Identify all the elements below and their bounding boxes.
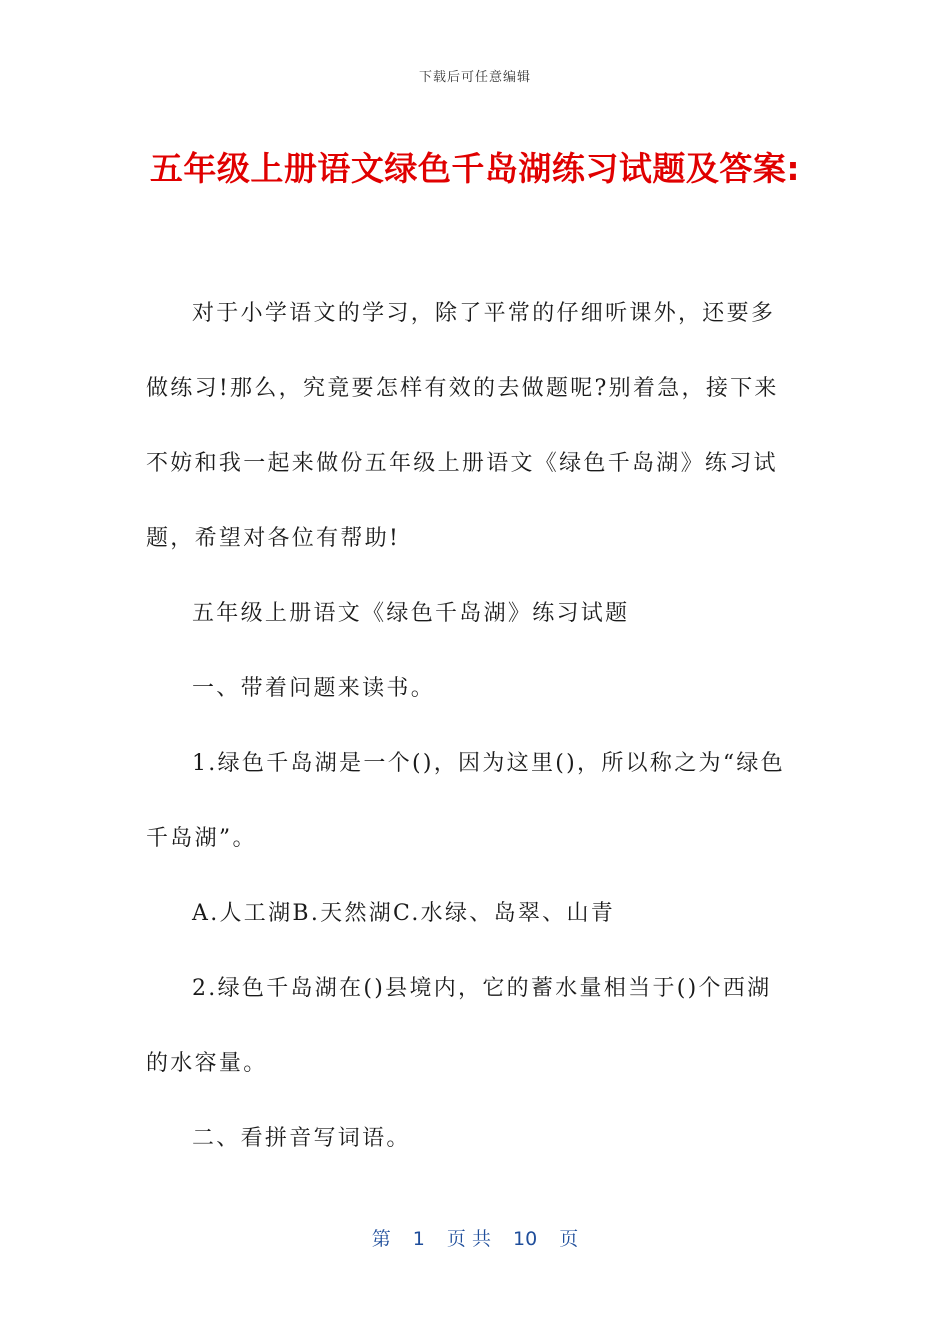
document-body [146, 276, 791, 1176]
footer-label-page: 第 [371, 1228, 391, 1250]
paragraph-subtitle: 五年级上册语文《绿色千岛湖》练习试题 [192, 601, 630, 626]
paragraph-intro: 对于小学语文的学习，除了平常的仔细听课外，还要多做练习!那么，究竟要怎样有效的去做题呢?别着急，接下来不妨和我一起来做份五年级上册语文《绿色千岛湖》练习试题，希望对各位有帮助! [146, 301, 779, 551]
header-note: 下载后可任意编辑 [418, 70, 531, 85]
paragraph-options-1: A.人工湖B.天然湖C.水绿、岛翠、山青 [192, 901, 616, 926]
paragraph-question-1: 1.绿色千岛湖是一个()，因为这里()，所以称之为“绿色千岛湖”。 [146, 751, 785, 851]
document-title: 五年级上册语文绿色千岛湖练习试题及答案: [149, 149, 801, 188]
page-footer [0, 1224, 950, 1251]
footer-label-pages: 页 [559, 1228, 579, 1250]
footer-current-page: 1 [412, 1228, 425, 1250]
footer-label-of: 页 共 [446, 1228, 491, 1250]
footer-total-pages: 10 [513, 1228, 538, 1250]
paragraph-section-1: 一、带着问题来读书。 [192, 676, 436, 701]
paragraph-question-2: 2.绿色千岛湖在()县境内，它的蓄水量相当于()个西湖的水容量。 [146, 976, 772, 1076]
paragraph-section-2: 二、看拼音写词语。 [192, 1126, 411, 1151]
